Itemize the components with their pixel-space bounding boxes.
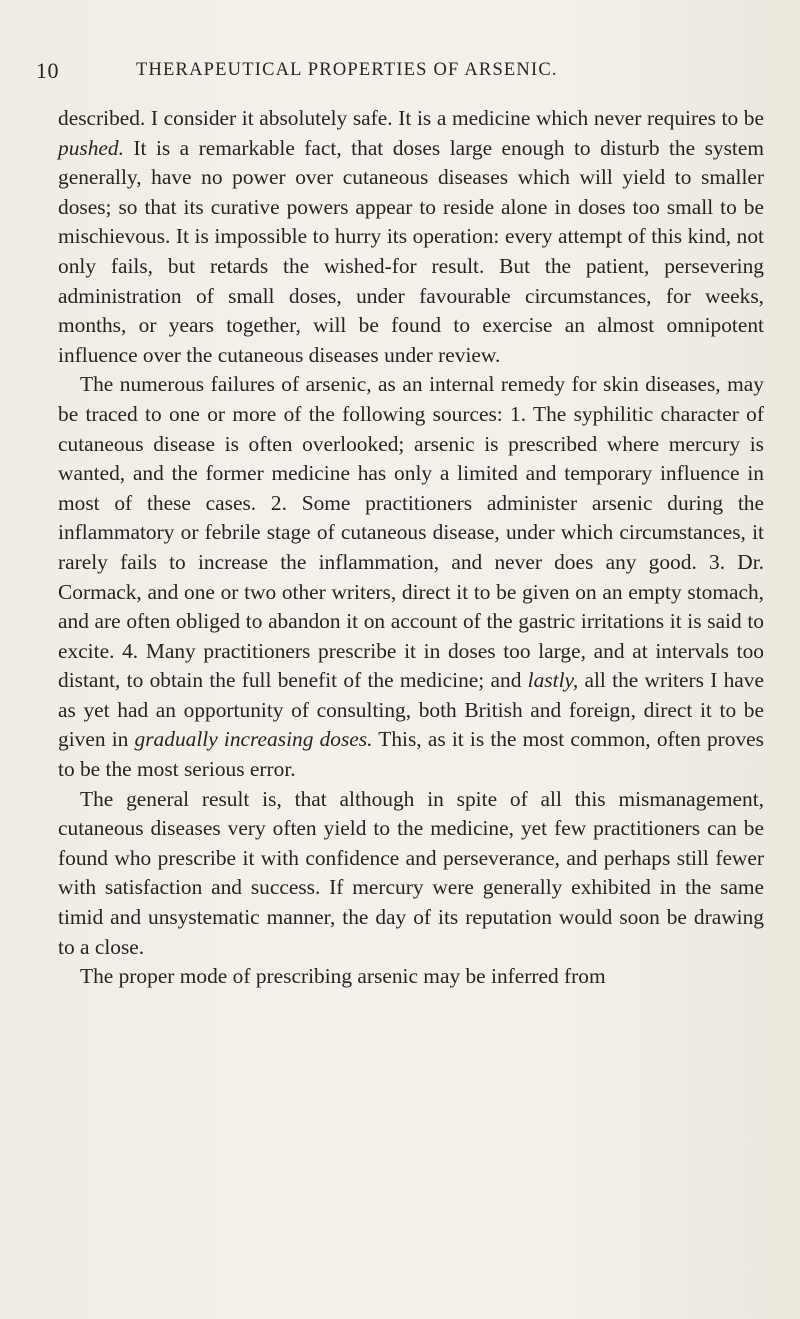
italic-run: gradually increasing doses.: [134, 727, 373, 752]
text-run: described. I consider it absolutely safe. It is a medicine which never requires to be: [58, 106, 764, 130]
text-run: This, as it is the most common, often proves to be the most serious error.: [58, 727, 764, 782]
text-run: The proper mode of prescribing arsenic may be inferred from: [80, 964, 606, 989]
paragraph-1: [58, 104, 764, 370]
page-number: 10: [36, 58, 59, 83]
running-title: THERAPEUTICAL PROPERTIES OF ARSENIC.: [136, 60, 558, 80]
paragraph-4: [58, 962, 764, 992]
text-run: The numerous failures of arsenic, as an internal remedy for skin diseases, may be traced to one or more of the following sources: 1. The syphilitic character of cutaneous disease is often overlooked; arsenic is prescribed where mercury is wanted, and the former medicine has only a limited and temporary influence in most of these cases. 2. Some practitioners administer arsenic during the inflammatory or febrile stage of cutaneous disease, under which circumstances, it rarely fails to increase the inflammation, and never does any good. 3. Dr. Cormack, and one or two other writers, direct it to be given on an empty stomach, and are often obliged to abandon it on account of the gastric irritations it is said to excite. 4. Many practitioners prescribe it in doses too large, and at intervals too distant, to obtain the full benefit of the medicine; and: [58, 372, 764, 693]
text-run: The general result is, that although in spite of all this mismanagement, cutaneous diseases very often yield to the medicine, yet few practitioners can be found who prescribe it with confidence and perseverance, and perhaps still fewer with satisfaction and success. If mercury were generally exhibited in the same timid and unsystematic manner, the day of its reputation would soon be drawing to a close.: [58, 786, 764, 959]
text-run: all the writers I have as yet had an opportunity of consulting, both British and foreign, direct it to be given in: [58, 668, 764, 752]
page-header: [36, 58, 756, 88]
paragraph-3: [58, 785, 764, 963]
paragraph-2: [58, 370, 764, 784]
body-text: [58, 104, 764, 992]
italic-run: lastly,: [527, 668, 579, 693]
text-run: It is a remarkable fact, that doses large enough to disturb the system generally, have no power over cutaneous diseases which will yield to smaller doses; so that its curative powers appear to reside alone in doses too small to be mischievous. It is impossible to hurry its operation: every attempt of this kind, not only fails, but retards the wished-for result. But the patient, persevering administration of small doses, under favourable circumstances, for weeks, months, or years together, will be found to exercise an almost omnipotent influence over the cutaneous diseases under review.: [58, 135, 764, 367]
italic-run: pushed.: [58, 135, 124, 160]
